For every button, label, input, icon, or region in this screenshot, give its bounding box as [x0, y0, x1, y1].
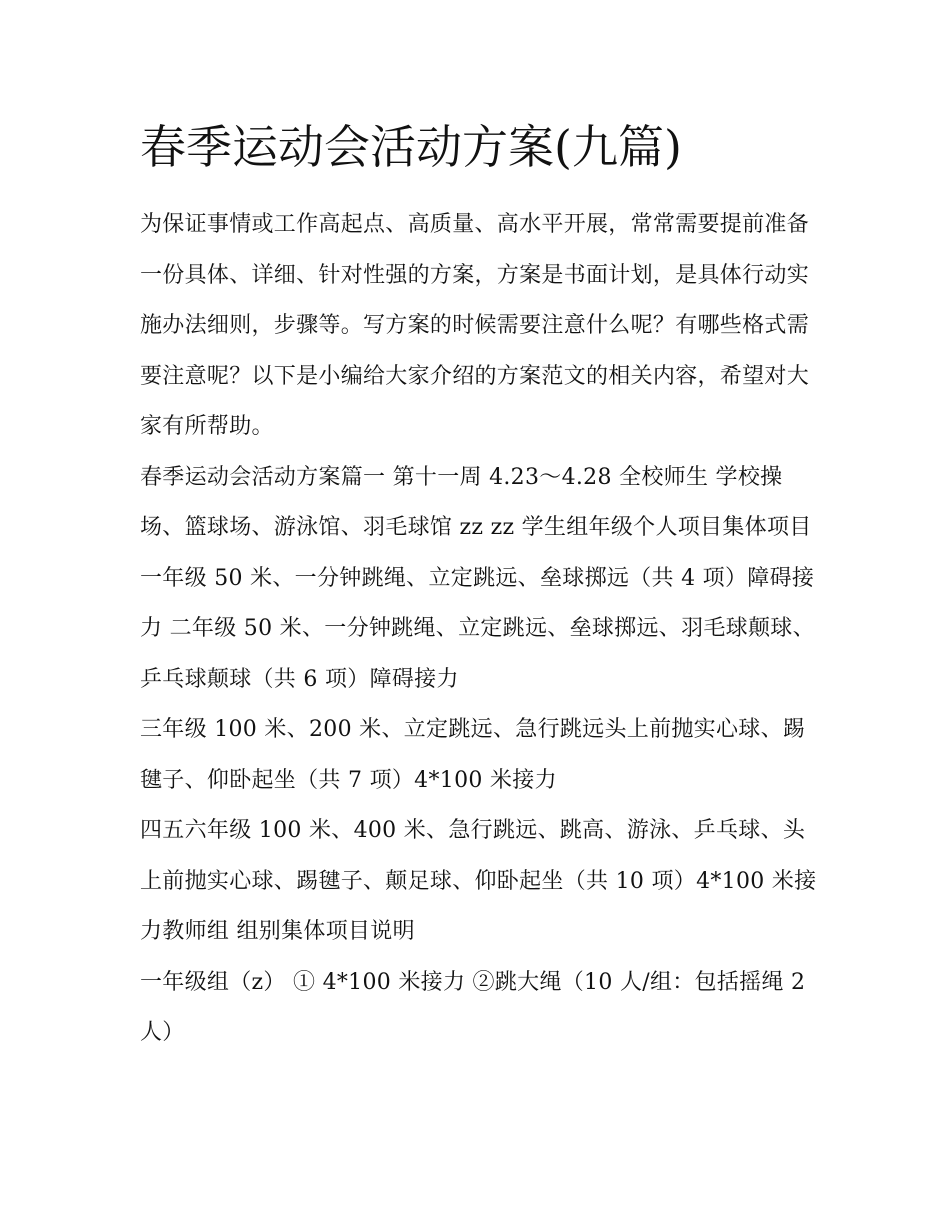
grade-1-2-events-paragraph: 一年级 50 米、一分钟跳绳、立定跳远、垒球掷远（共 4 项）障碍接力 二年级 50 米、一分钟跳绳、立定跳远、垒球掷远、羽毛球颠球、乒乓球颠球（共 6 项）障碍接力 [140, 565, 815, 692]
intro-paragraph: 为保证事情或工作高起点、高质量、高水平开展，常常需要提前准备一份具体、详细、针对性强的方案，方案是书面计划，是具体行动实施办法细则，步骤等。写方案的时候需要注意什么呢？有哪些格式需要注意呢？以下是小编给大家介绍的方案范文的相关内容，希望对大家有所帮助。 [140, 212, 810, 439]
grade-3-events-paragraph: 三年级 100 米、200 米、立定跳远、急行跳远头上前抛实心球、踢毽子、仰卧起坐（共 7 项）4*100 米接力 [140, 717, 806, 793]
document-page [140, 112, 820, 1059]
schedule-paragraph: 春季运动会活动方案篇一 第十一周 4.23～4.28 全校师生 学校操场、篮球场、游泳馆、羽毛球馆 zz zz 学生组年级个人项目集体项目 [140, 464, 812, 540]
document-title: 春季运动会活动方案(九篇) [140, 120, 682, 174]
teacher-group-paragraph: 一年级组（z） ① 4*100 米接力 ②跳大绳（10 人/组：包括摇绳 2 人） [140, 969, 806, 1045]
grade-4-6-events-paragraph: 四五六年级 100 米、400 米、急行跳远、跳高、游泳、乒乓球、头上前抛实心球、踢毽子、颠足球、仰卧起坐（共 10 项）4*100 米接力教师组 组别集体项目说明 [140, 818, 817, 944]
